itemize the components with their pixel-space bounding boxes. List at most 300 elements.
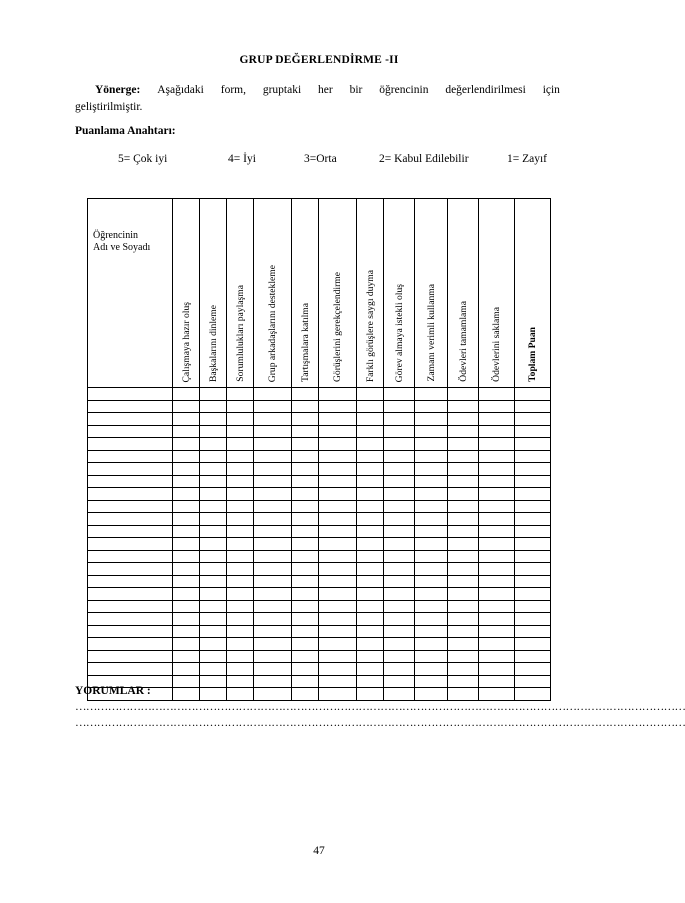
score-cell[interactable] [292, 675, 319, 688]
score-cell[interactable] [479, 488, 515, 501]
student-name-cell[interactable] [88, 388, 173, 401]
score-cell[interactable] [173, 675, 200, 688]
score-cell[interactable] [415, 675, 448, 688]
score-cell[interactable] [254, 663, 292, 676]
score-cell[interactable] [200, 475, 227, 488]
score-cell[interactable] [319, 438, 357, 451]
score-cell[interactable] [227, 625, 254, 638]
score-cell[interactable] [292, 663, 319, 676]
score-cell[interactable] [415, 563, 448, 576]
score-cell[interactable] [173, 563, 200, 576]
student-name-cell[interactable] [88, 550, 173, 563]
score-cell[interactable] [448, 500, 479, 513]
student-name-cell[interactable] [88, 538, 173, 551]
score-cell[interactable] [200, 588, 227, 601]
score-cell[interactable] [357, 588, 384, 601]
score-cell[interactable] [319, 538, 357, 551]
score-cell[interactable] [319, 638, 357, 651]
score-cell[interactable] [479, 475, 515, 488]
score-cell[interactable] [227, 663, 254, 676]
score-cell[interactable] [319, 550, 357, 563]
score-cell[interactable] [415, 400, 448, 413]
score-cell[interactable] [479, 588, 515, 601]
score-cell[interactable] [357, 388, 384, 401]
score-cell[interactable] [384, 425, 415, 438]
score-cell[interactable] [292, 563, 319, 576]
score-cell[interactable] [173, 613, 200, 626]
score-cell[interactable] [479, 425, 515, 438]
student-name-cell[interactable] [88, 475, 173, 488]
score-cell[interactable] [357, 575, 384, 588]
score-cell[interactable] [479, 538, 515, 551]
score-cell[interactable] [200, 413, 227, 426]
score-cell[interactable] [200, 450, 227, 463]
score-cell[interactable] [319, 488, 357, 501]
score-cell[interactable] [254, 488, 292, 501]
score-cell[interactable] [448, 688, 479, 701]
score-cell[interactable] [292, 650, 319, 663]
score-cell[interactable] [357, 675, 384, 688]
score-cell[interactable] [448, 475, 479, 488]
score-cell[interactable] [319, 475, 357, 488]
score-cell[interactable] [448, 450, 479, 463]
score-cell[interactable] [254, 588, 292, 601]
score-cell[interactable] [227, 463, 254, 476]
score-cell[interactable] [173, 438, 200, 451]
score-cell[interactable] [227, 525, 254, 538]
score-cell[interactable] [173, 550, 200, 563]
score-cell[interactable] [448, 613, 479, 626]
score-cell[interactable] [254, 638, 292, 651]
score-cell[interactable] [479, 563, 515, 576]
score-cell[interactable] [357, 638, 384, 651]
score-cell[interactable] [357, 438, 384, 451]
score-cell[interactable] [357, 550, 384, 563]
score-cell[interactable] [384, 563, 415, 576]
score-cell[interactable] [515, 488, 551, 501]
score-cell[interactable] [515, 388, 551, 401]
score-cell[interactable] [357, 600, 384, 613]
score-cell[interactable] [173, 688, 200, 701]
score-cell[interactable] [515, 650, 551, 663]
score-cell[interactable] [357, 650, 384, 663]
score-cell[interactable] [515, 438, 551, 451]
score-cell[interactable] [479, 600, 515, 613]
score-cell[interactable] [227, 675, 254, 688]
score-cell[interactable] [415, 650, 448, 663]
score-cell[interactable] [357, 413, 384, 426]
score-cell[interactable] [384, 450, 415, 463]
score-cell[interactable] [173, 650, 200, 663]
score-cell[interactable] [254, 463, 292, 476]
score-cell[interactable] [319, 675, 357, 688]
score-cell[interactable] [254, 500, 292, 513]
score-cell[interactable] [227, 500, 254, 513]
score-cell[interactable] [448, 388, 479, 401]
score-cell[interactable] [227, 550, 254, 563]
student-name-cell[interactable] [88, 588, 173, 601]
score-cell[interactable] [227, 388, 254, 401]
score-cell[interactable] [200, 488, 227, 501]
score-cell[interactable] [415, 525, 448, 538]
student-name-cell[interactable] [88, 650, 173, 663]
score-cell[interactable] [448, 400, 479, 413]
score-cell[interactable] [415, 638, 448, 651]
score-cell[interactable] [479, 525, 515, 538]
score-cell[interactable] [227, 413, 254, 426]
score-cell[interactable] [479, 463, 515, 476]
score-cell[interactable] [200, 463, 227, 476]
score-cell[interactable] [448, 650, 479, 663]
score-cell[interactable] [515, 525, 551, 538]
score-cell[interactable] [415, 588, 448, 601]
score-cell[interactable] [227, 600, 254, 613]
score-cell[interactable] [448, 575, 479, 588]
score-cell[interactable] [415, 463, 448, 476]
score-cell[interactable] [357, 400, 384, 413]
score-cell[interactable] [384, 575, 415, 588]
score-cell[interactable] [173, 525, 200, 538]
score-cell[interactable] [357, 488, 384, 501]
score-cell[interactable] [479, 438, 515, 451]
score-cell[interactable] [384, 600, 415, 613]
score-cell[interactable] [292, 450, 319, 463]
score-cell[interactable] [515, 413, 551, 426]
score-cell[interactable] [479, 625, 515, 638]
score-cell[interactable] [319, 413, 357, 426]
score-cell[interactable] [200, 550, 227, 563]
score-cell[interactable] [200, 563, 227, 576]
score-cell[interactable] [227, 575, 254, 588]
score-cell[interactable] [200, 425, 227, 438]
score-cell[interactable] [319, 500, 357, 513]
score-cell[interactable] [479, 388, 515, 401]
score-cell[interactable] [357, 425, 384, 438]
score-cell[interactable] [515, 425, 551, 438]
student-name-cell[interactable] [88, 663, 173, 676]
score-cell[interactable] [173, 413, 200, 426]
score-cell[interactable] [227, 425, 254, 438]
score-cell[interactable] [384, 650, 415, 663]
score-cell[interactable] [415, 550, 448, 563]
score-cell[interactable] [415, 663, 448, 676]
score-cell[interactable] [173, 488, 200, 501]
score-cell[interactable] [292, 600, 319, 613]
score-cell[interactable] [515, 625, 551, 638]
score-cell[interactable] [357, 613, 384, 626]
score-cell[interactable] [415, 475, 448, 488]
score-cell[interactable] [292, 438, 319, 451]
score-cell[interactable] [515, 475, 551, 488]
score-cell[interactable] [173, 388, 200, 401]
score-cell[interactable] [479, 513, 515, 526]
score-cell[interactable] [292, 588, 319, 601]
score-cell[interactable] [319, 525, 357, 538]
score-cell[interactable] [254, 625, 292, 638]
score-cell[interactable] [448, 675, 479, 688]
score-cell[interactable] [319, 688, 357, 701]
score-cell[interactable] [384, 438, 415, 451]
score-cell[interactable] [515, 513, 551, 526]
score-cell[interactable] [448, 563, 479, 576]
student-name-cell[interactable] [88, 450, 173, 463]
score-cell[interactable] [448, 525, 479, 538]
score-cell[interactable] [319, 450, 357, 463]
score-cell[interactable] [415, 688, 448, 701]
score-cell[interactable] [292, 475, 319, 488]
score-cell[interactable] [173, 575, 200, 588]
score-cell[interactable] [384, 400, 415, 413]
score-cell[interactable] [292, 388, 319, 401]
score-cell[interactable] [200, 638, 227, 651]
score-cell[interactable] [415, 513, 448, 526]
student-name-cell[interactable] [88, 613, 173, 626]
score-cell[interactable] [173, 625, 200, 638]
score-cell[interactable] [357, 525, 384, 538]
score-cell[interactable] [227, 588, 254, 601]
score-cell[interactable] [448, 488, 479, 501]
score-cell[interactable] [200, 438, 227, 451]
score-cell[interactable] [292, 425, 319, 438]
score-cell[interactable] [448, 550, 479, 563]
score-cell[interactable] [479, 575, 515, 588]
score-cell[interactable] [515, 588, 551, 601]
score-cell[interactable] [357, 463, 384, 476]
score-cell[interactable] [384, 675, 415, 688]
score-cell[interactable] [357, 625, 384, 638]
score-cell[interactable] [479, 638, 515, 651]
score-cell[interactable] [448, 625, 479, 638]
score-cell[interactable] [292, 463, 319, 476]
score-cell[interactable] [515, 463, 551, 476]
score-cell[interactable] [515, 600, 551, 613]
score-cell[interactable] [415, 625, 448, 638]
score-cell[interactable] [173, 513, 200, 526]
score-cell[interactable] [200, 525, 227, 538]
score-cell[interactable] [384, 525, 415, 538]
score-cell[interactable] [227, 650, 254, 663]
score-cell[interactable] [200, 663, 227, 676]
score-cell[interactable] [200, 688, 227, 701]
score-cell[interactable] [319, 663, 357, 676]
score-cell[interactable] [515, 675, 551, 688]
score-cell[interactable] [319, 613, 357, 626]
score-cell[interactable] [415, 388, 448, 401]
score-cell[interactable] [292, 500, 319, 513]
score-cell[interactable] [357, 688, 384, 701]
score-cell[interactable] [515, 538, 551, 551]
student-name-cell[interactable] [88, 500, 173, 513]
score-cell[interactable] [479, 550, 515, 563]
score-cell[interactable] [384, 663, 415, 676]
score-cell[interactable] [254, 400, 292, 413]
score-cell[interactable] [357, 475, 384, 488]
score-cell[interactable] [254, 650, 292, 663]
score-cell[interactable] [227, 613, 254, 626]
score-cell[interactable] [515, 563, 551, 576]
score-cell[interactable] [227, 563, 254, 576]
score-cell[interactable] [415, 438, 448, 451]
score-cell[interactable] [384, 688, 415, 701]
student-name-cell[interactable] [88, 638, 173, 651]
score-cell[interactable] [227, 488, 254, 501]
score-cell[interactable] [173, 425, 200, 438]
score-cell[interactable] [173, 638, 200, 651]
student-name-cell[interactable] [88, 488, 173, 501]
score-cell[interactable] [319, 425, 357, 438]
score-cell[interactable] [200, 400, 227, 413]
score-cell[interactable] [415, 500, 448, 513]
score-cell[interactable] [384, 388, 415, 401]
score-cell[interactable] [173, 600, 200, 613]
score-cell[interactable] [200, 538, 227, 551]
score-cell[interactable] [254, 475, 292, 488]
score-cell[interactable] [227, 538, 254, 551]
score-cell[interactable] [254, 600, 292, 613]
score-cell[interactable] [292, 513, 319, 526]
score-cell[interactable] [200, 650, 227, 663]
score-cell[interactable] [357, 663, 384, 676]
score-cell[interactable] [292, 413, 319, 426]
score-cell[interactable] [384, 550, 415, 563]
score-cell[interactable] [319, 513, 357, 526]
score-cell[interactable] [384, 638, 415, 651]
score-cell[interactable] [479, 450, 515, 463]
score-cell[interactable] [415, 600, 448, 613]
score-cell[interactable] [479, 650, 515, 663]
score-cell[interactable] [254, 388, 292, 401]
score-cell[interactable] [384, 625, 415, 638]
score-cell[interactable] [200, 575, 227, 588]
score-cell[interactable] [479, 400, 515, 413]
score-cell[interactable] [254, 688, 292, 701]
student-name-cell[interactable] [88, 563, 173, 576]
student-name-cell[interactable] [88, 600, 173, 613]
score-cell[interactable] [357, 563, 384, 576]
score-cell[interactable] [448, 538, 479, 551]
score-cell[interactable] [515, 613, 551, 626]
score-cell[interactable] [227, 638, 254, 651]
comment-line-2[interactable]: …………………………………………………………………………………………………………………………………………………… [75, 717, 685, 729]
student-name-cell[interactable] [88, 513, 173, 526]
score-cell[interactable] [479, 663, 515, 676]
score-cell[interactable] [227, 513, 254, 526]
score-cell[interactable] [319, 625, 357, 638]
score-cell[interactable] [227, 450, 254, 463]
score-cell[interactable] [448, 425, 479, 438]
score-cell[interactable] [319, 563, 357, 576]
score-cell[interactable] [292, 525, 319, 538]
score-cell[interactable] [254, 513, 292, 526]
score-cell[interactable] [448, 663, 479, 676]
score-cell[interactable] [415, 575, 448, 588]
score-cell[interactable] [173, 538, 200, 551]
score-cell[interactable] [254, 575, 292, 588]
score-cell[interactable] [448, 638, 479, 651]
score-cell[interactable] [515, 500, 551, 513]
score-cell[interactable] [384, 413, 415, 426]
score-cell[interactable] [227, 438, 254, 451]
score-cell[interactable] [448, 588, 479, 601]
score-cell[interactable] [357, 500, 384, 513]
score-cell[interactable] [254, 550, 292, 563]
score-cell[interactable] [479, 500, 515, 513]
score-cell[interactable] [292, 575, 319, 588]
score-cell[interactable] [415, 450, 448, 463]
score-cell[interactable] [254, 425, 292, 438]
score-cell[interactable] [515, 450, 551, 463]
score-cell[interactable] [292, 638, 319, 651]
score-cell[interactable] [357, 450, 384, 463]
score-cell[interactable] [254, 525, 292, 538]
score-cell[interactable] [479, 613, 515, 626]
student-name-cell[interactable] [88, 463, 173, 476]
score-cell[interactable] [200, 513, 227, 526]
score-cell[interactable] [200, 675, 227, 688]
score-cell[interactable] [415, 488, 448, 501]
score-cell[interactable] [292, 538, 319, 551]
score-cell[interactable] [292, 688, 319, 701]
score-cell[interactable] [292, 613, 319, 626]
score-cell[interactable] [384, 488, 415, 501]
score-cell[interactable] [173, 588, 200, 601]
score-cell[interactable] [384, 588, 415, 601]
score-cell[interactable] [173, 500, 200, 513]
score-cell[interactable] [384, 613, 415, 626]
score-cell[interactable] [448, 513, 479, 526]
score-cell[interactable] [292, 400, 319, 413]
score-cell[interactable] [200, 613, 227, 626]
score-cell[interactable] [173, 400, 200, 413]
score-cell[interactable] [292, 550, 319, 563]
score-cell[interactable] [227, 400, 254, 413]
student-name-cell[interactable] [88, 625, 173, 638]
score-cell[interactable] [200, 600, 227, 613]
score-cell[interactable] [200, 500, 227, 513]
score-cell[interactable] [254, 563, 292, 576]
score-cell[interactable] [515, 575, 551, 588]
score-cell[interactable] [357, 538, 384, 551]
score-cell[interactable] [384, 513, 415, 526]
score-cell[interactable] [292, 625, 319, 638]
score-cell[interactable] [384, 500, 415, 513]
score-cell[interactable] [415, 538, 448, 551]
student-name-cell[interactable] [88, 525, 173, 538]
score-cell[interactable] [515, 400, 551, 413]
score-cell[interactable] [415, 413, 448, 426]
score-cell[interactable] [319, 575, 357, 588]
score-cell[interactable] [448, 463, 479, 476]
score-cell[interactable] [515, 638, 551, 651]
score-cell[interactable] [254, 613, 292, 626]
score-cell[interactable] [254, 538, 292, 551]
score-cell[interactable] [415, 613, 448, 626]
student-name-cell[interactable] [88, 400, 173, 413]
score-cell[interactable] [227, 475, 254, 488]
score-cell[interactable] [319, 463, 357, 476]
score-cell[interactable] [173, 450, 200, 463]
score-cell[interactable] [448, 438, 479, 451]
score-cell[interactable] [173, 475, 200, 488]
score-cell[interactable] [319, 400, 357, 413]
student-name-cell[interactable] [88, 575, 173, 588]
score-cell[interactable] [319, 588, 357, 601]
student-name-cell[interactable] [88, 413, 173, 426]
score-cell[interactable] [384, 475, 415, 488]
score-cell[interactable] [479, 675, 515, 688]
score-cell[interactable] [200, 388, 227, 401]
score-cell[interactable] [448, 413, 479, 426]
